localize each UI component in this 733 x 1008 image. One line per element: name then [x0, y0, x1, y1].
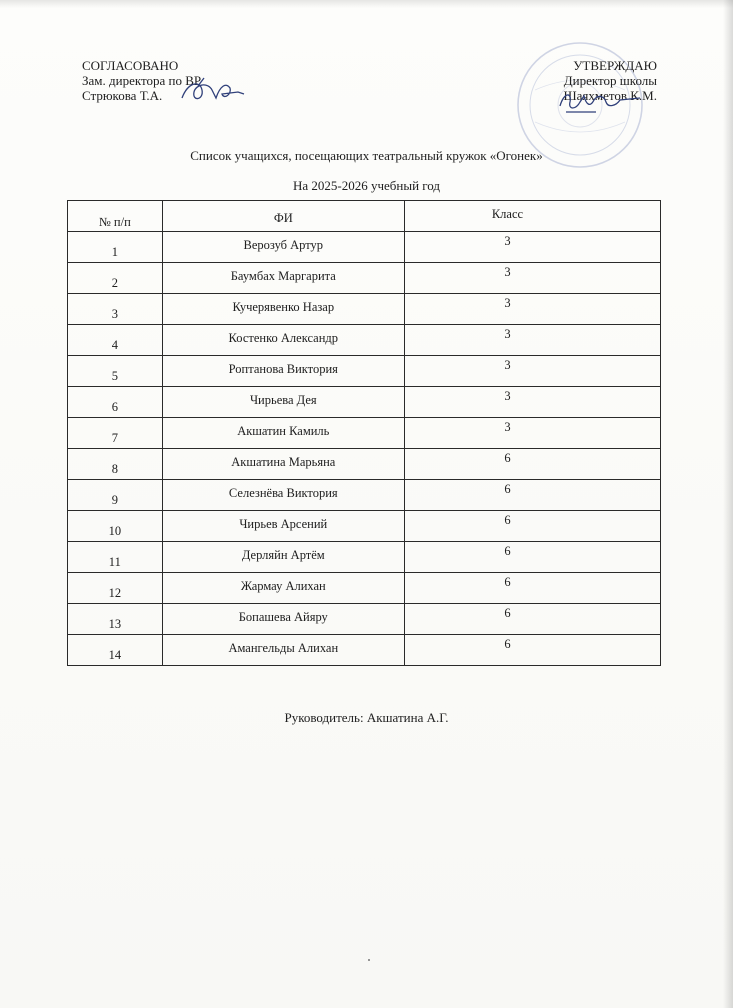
- row-class: 3: [404, 232, 660, 263]
- row-student-name: Жармау Алихан: [162, 573, 404, 604]
- row-student-name: Селезнёва Виктория: [162, 480, 404, 511]
- header-number: № п/п: [68, 201, 163, 232]
- row-student-name: Чирьев Арсений: [162, 511, 404, 542]
- table-row: [68, 480, 661, 511]
- page-top-shadow: [0, 0, 733, 8]
- row-student-name: Роптанова Виктория: [162, 356, 404, 387]
- row-class: 3: [404, 418, 660, 449]
- row-number: 13: [68, 604, 163, 635]
- row-student-name: Акшатина Марьяна: [162, 449, 404, 480]
- table-row: [68, 418, 661, 449]
- row-class: 6: [404, 542, 660, 573]
- row-class: 3: [404, 356, 660, 387]
- row-number: 12: [68, 573, 163, 604]
- document-subtitle: На 2025-2026 учебный год: [292, 178, 441, 193]
- table-row: [68, 263, 661, 294]
- table-row: [68, 325, 661, 356]
- row-student-name: Верозуб Артур: [162, 232, 404, 263]
- row-number: 14: [68, 635, 163, 666]
- signature-left-icon: [178, 76, 248, 108]
- table-row: [68, 573, 661, 604]
- row-number: 9: [68, 480, 163, 511]
- club-leader: Руководитель: Акшатина А.Г.: [284, 710, 449, 725]
- row-number: 11: [68, 542, 163, 573]
- row-student-name: Баумбах Маргарита: [162, 263, 404, 294]
- approval-left-name: Стрюкова Т.А.: [82, 88, 163, 103]
- row-class: 6: [404, 604, 660, 635]
- row-student-name: Бопашева Айяру: [162, 604, 404, 635]
- row-number: 7: [68, 418, 163, 449]
- student-roster-table: [67, 200, 661, 666]
- table-row: [68, 511, 661, 542]
- row-class: 6: [404, 573, 660, 604]
- row-student-name: Костенко Александр: [162, 325, 404, 356]
- approval-right-name: Шаяхметов К.М.: [563, 88, 657, 103]
- header-name: ФИ: [162, 201, 404, 232]
- row-class: 6: [404, 511, 660, 542]
- approval-left-position: Зам. директора по ВР: [82, 73, 202, 88]
- row-class: 6: [404, 480, 660, 511]
- table-row: [68, 449, 661, 480]
- signature-right-icon: [556, 88, 646, 118]
- table-row: [68, 232, 661, 263]
- approval-left-heading: СОГЛАСОВАНО: [82, 58, 179, 73]
- table-row: [68, 542, 661, 573]
- row-class: 6: [404, 635, 660, 666]
- table-row: [68, 387, 661, 418]
- row-number: 5: [68, 356, 163, 387]
- row-number: 8: [68, 449, 163, 480]
- row-class: 3: [404, 263, 660, 294]
- table-row: [68, 356, 661, 387]
- row-student-name: Дерляйн Артём: [162, 542, 404, 573]
- row-number: 4: [68, 325, 163, 356]
- row-class: 3: [404, 294, 660, 325]
- row-number: 3: [68, 294, 163, 325]
- table-row: [68, 294, 661, 325]
- paper-speck: [368, 959, 370, 961]
- row-student-name: Чирьева Дея: [162, 387, 404, 418]
- row-student-name: Акшатин Камиль: [162, 418, 404, 449]
- row-class: 3: [404, 325, 660, 356]
- row-student-name: Кучерявенко Назар: [162, 294, 404, 325]
- header-class: Класс: [404, 201, 660, 232]
- row-number: 10: [68, 511, 163, 542]
- row-number: 2: [68, 263, 163, 294]
- row-number: 1: [68, 232, 163, 263]
- approval-right-position: Директор школы: [563, 73, 657, 88]
- approval-right-heading: УТВЕРЖДАЮ: [573, 58, 657, 73]
- row-class: 6: [404, 449, 660, 480]
- row-number: 6: [68, 387, 163, 418]
- row-class: 3: [404, 387, 660, 418]
- table-row: [68, 604, 661, 635]
- document-title: Список учащихся, посещающих театральный кружок «Огонек»: [190, 148, 543, 163]
- table-row: [68, 635, 661, 666]
- row-student-name: Амангельды Алихан: [162, 635, 404, 666]
- table-header-row: [68, 201, 661, 232]
